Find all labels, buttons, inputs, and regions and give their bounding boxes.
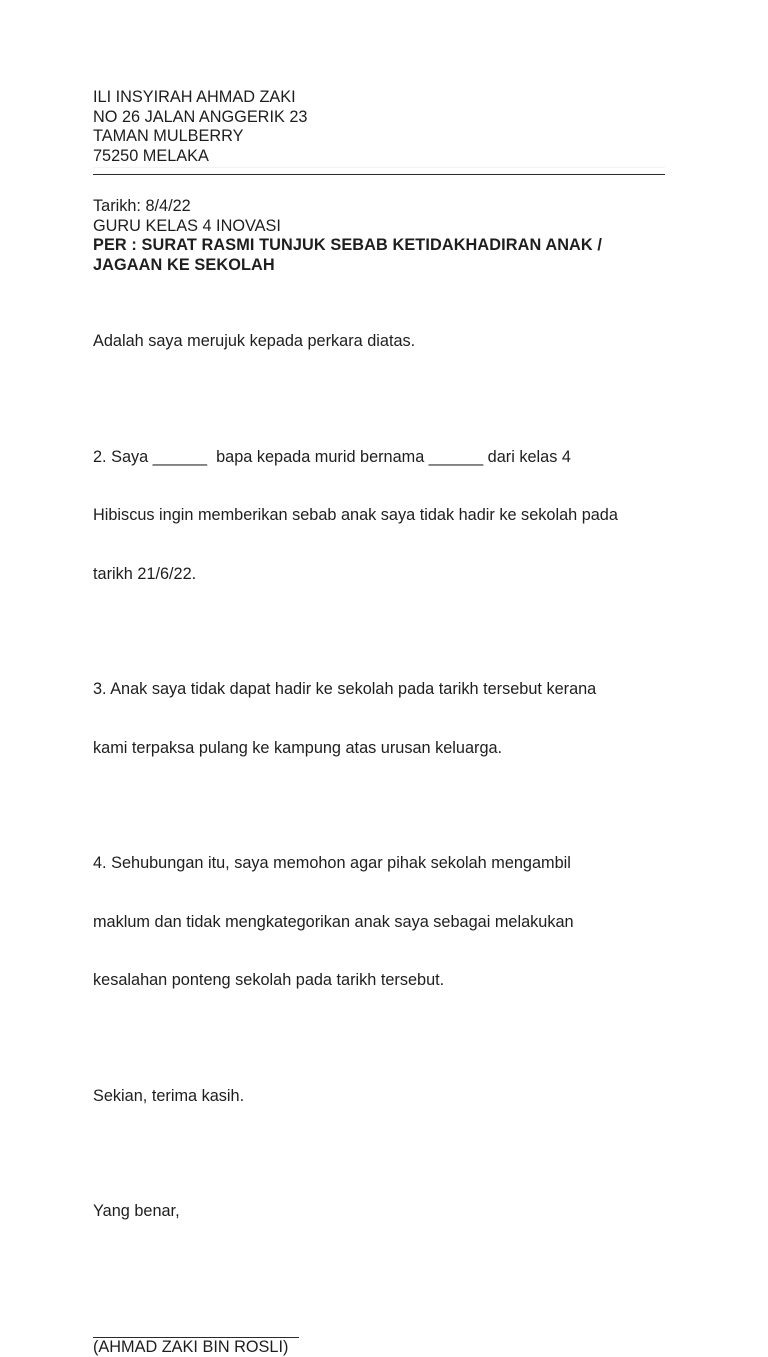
subject-line-2: JAGAAN KE SEKOLAH bbox=[93, 256, 693, 276]
paragraph-3-line-1: 3. Anak saya tidak dapat hadir ke sekolah pada tarikh tersebut kerana bbox=[93, 680, 693, 700]
closing-text: Sekian, terima kasih. bbox=[93, 1087, 693, 1107]
paragraph-2-line-1: 2. Saya ______ bapa kepada murid bernama ______ dari kelas 4 bbox=[93, 448, 693, 468]
signature-space bbox=[93, 1261, 693, 1337]
paragraph-2 bbox=[93, 409, 693, 624]
paragraph-1-text: Adalah saya merujuk kepada perkara diatas. bbox=[93, 332, 693, 352]
sender-name: ILI INSYIRAH AHMAD ZAKI bbox=[93, 88, 693, 108]
sender-address-block bbox=[93, 88, 693, 166]
paragraph-4 bbox=[93, 815, 693, 1030]
paragraph-opening bbox=[93, 293, 693, 391]
sender-address-line-3: 75250 MELAKA bbox=[93, 147, 693, 167]
sender-address-line-1: NO 26 JALAN ANGGERIK 23 bbox=[93, 108, 693, 128]
signatory-name: (AHMAD ZAKI BIN ROSLI) bbox=[93, 1338, 693, 1357]
paragraph-4-line-1: 4. Sehubungan itu, saya memohon agar pihak sekolah mengambil bbox=[93, 854, 693, 874]
recipient: GURU KELAS 4 INOVASI bbox=[93, 217, 693, 237]
header-divider bbox=[93, 174, 665, 175]
sender-address-line-2: TAMAN MULBERRY bbox=[93, 127, 693, 147]
closing-block bbox=[93, 1048, 693, 1146]
signoff-block bbox=[93, 1163, 693, 1261]
letter-date: Tarikh: 8/4/22 bbox=[93, 197, 693, 217]
paragraph-4-line-2: maklum dan tidak mengkategorikan anak saya sebagai melakukan bbox=[93, 913, 693, 933]
subject-line-1: PER : SURAT RASMI TUNJUK SEBAB KETIDAKHADIRAN ANAK / bbox=[93, 236, 693, 256]
letter-page bbox=[93, 88, 693, 1357]
paragraph-2-line-2: Hibiscus ingin memberikan sebab anak saya tidak hadir ke sekolah pada bbox=[93, 506, 693, 526]
paragraph-2-line-3: tarikh 21/6/22. bbox=[93, 565, 693, 585]
letter-meta-block bbox=[93, 197, 693, 275]
paragraph-4-line-3: kesalahan ponteng sekolah pada tarikh tersebut. bbox=[93, 971, 693, 991]
signoff-text: Yang benar, bbox=[93, 1202, 693, 1222]
paragraph-3-line-2: kami terpaksa pulang ke kampung atas urusan keluarga. bbox=[93, 739, 693, 759]
paragraph-3 bbox=[93, 641, 693, 797]
